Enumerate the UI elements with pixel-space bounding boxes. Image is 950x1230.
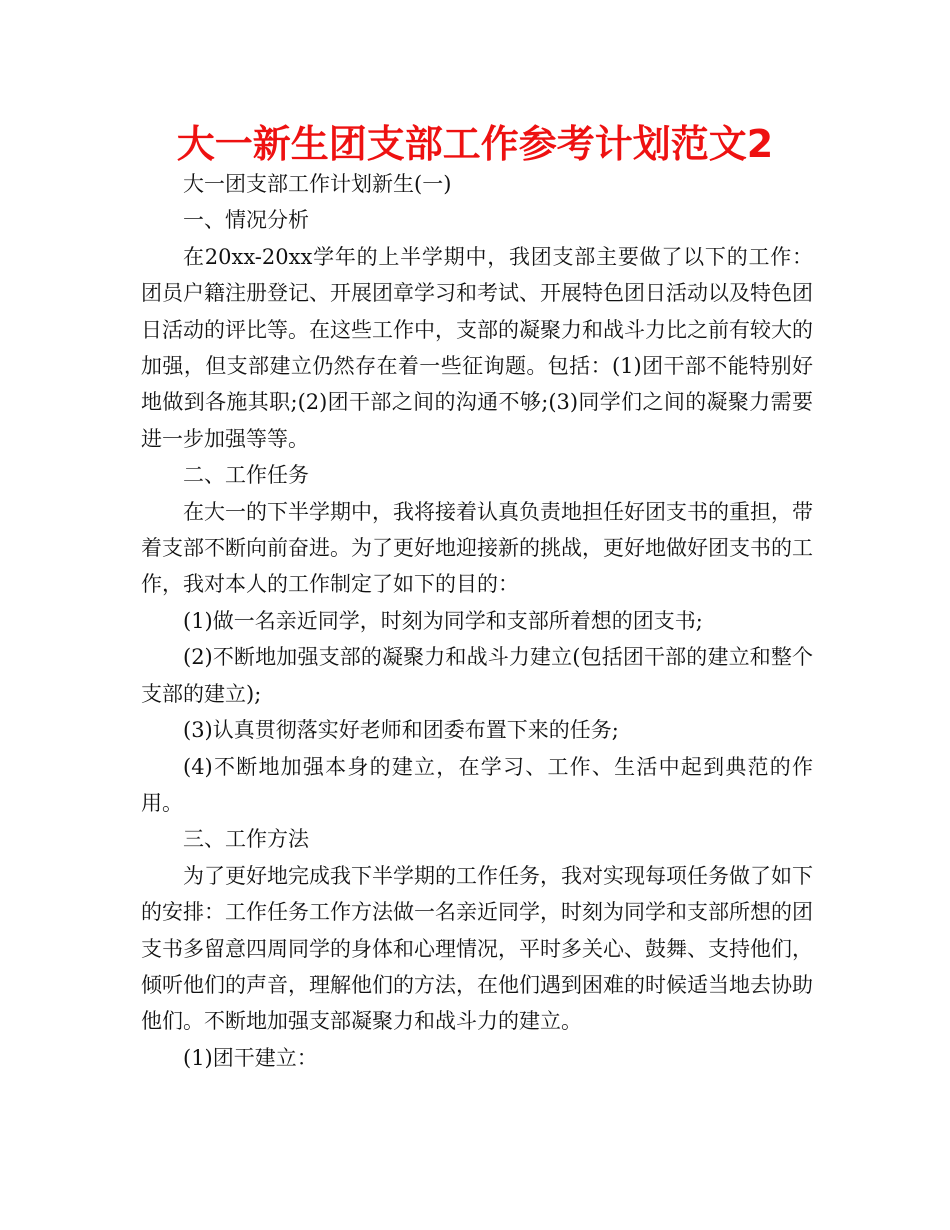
heading-situation-analysis: 一、情况分析 xyxy=(183,208,309,233)
paragraph-subtitle: 大一团支部工作计划新生(一) xyxy=(183,172,452,196)
list-item-goal-2: (2)不断地加强支部的凝聚力和战斗力建立(包括团干部的建立和整个支部的建立); xyxy=(141,645,813,706)
paragraph-work-tasks: 在大一的下半学期中，我将接着认真负责地担任好团支书的重担，带着支部不断向前奋进。为了更好地迎接新的挑战，更好地做好团支书的工作，我对本人的工作制定了如下的目的： xyxy=(141,499,813,597)
list-item-goal-1: (1)做一名亲近同学，时刻为同学和支部所着想的团支书; xyxy=(183,608,703,633)
paragraph-situation-analysis: 在20xx-20xx学年的上半学期中，我团支部主要做了以下的工作：团员户籍注册登记、开展团章学习和考试、开展特色团日活动以及特色团日活动的评比等。在这些工作中，支部的凝聚力和战斗力比之前有较大的加强，但支部建立仍然存在着一些征询题。包括：(1)团干部不能特别好地做到各施其职;(2)团干部之间的沟通不够;(3)同学们之间的凝聚力需要进一步加强等等。 xyxy=(141,244,813,451)
list-item-cadre-building: (1)团干建立： xyxy=(183,1045,318,1070)
document-title: 大一新生团支部工作参考计划范文2 xyxy=(176,122,774,166)
paragraph-work-methods: 为了更好地完成我下半学期的工作任务，我对实现每项任务做了如下的安排：工作任务工作方法做一名亲近同学，时刻为同学和支部所想的团支书多留意四周同学的身体和心理情况，平时多关心、鼓舞、支持他们，倾听他们的声音，理解他们的方法，在他们遇到困难的时候适当地去协助他们。不断地加强支部凝聚力和战斗力的建立。 xyxy=(141,863,813,1034)
list-item-goal-3: (3)认真贯彻落实好老师和团委布置下来的任务; xyxy=(183,718,619,743)
list-item-goal-4: (4)不断地加强本身的建立，在学习、工作、生活中起到典范的作用。 xyxy=(141,754,813,815)
heading-work-tasks: 二、工作任务 xyxy=(183,463,309,488)
heading-work-methods: 三、工作方法 xyxy=(183,827,309,852)
document-body xyxy=(141,166,813,1076)
